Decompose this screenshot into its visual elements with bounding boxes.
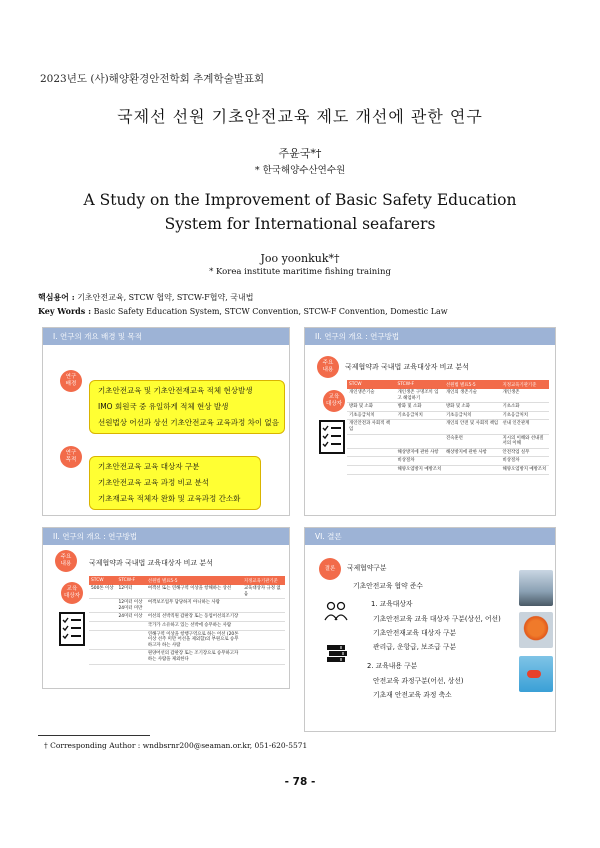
keywords-english-label: Key Words : [38,306,92,316]
table-cell: 진숙훈련 [444,434,501,448]
affiliation-korean: * 한국해양수산연수원 [254,165,346,176]
table-cell: 12미터 [116,585,145,599]
table-cell [347,448,395,457]
conclusion-line: 1. 교육대상자 [371,600,413,608]
table-cell: 해상방지에 관한 사항 [444,448,501,457]
author-korean: 주윤국*† [278,147,322,160]
table-cell: 방화 및 소화 [395,403,443,412]
background-item: 기초안전교육 및 기초안전재교육 적체 현상발생 [98,386,253,395]
table-cell: 국가가 소유하고 있는 선박에 승무하는 사람 [146,621,242,630]
panel-background-purpose [42,327,290,516]
panel-header: II. 연구의 개요 : 연구방법 [305,328,555,345]
table-cell [444,465,501,474]
table-header-cell: STCW-F [116,576,145,585]
checklist-icon [59,612,85,646]
conclusion-line: 기초안전재교육 대상자 구분 [373,629,457,637]
education-target-circle: 교육 대상자 [323,390,345,412]
table-row [347,411,549,420]
table-cell: 지시의 이해와 선내질서의 이해 [500,434,549,448]
table-cell [242,613,285,622]
people-icon [323,600,349,622]
liferaft-photo [519,612,553,648]
background-item: IMO 회원국 중 유일하게 적체 현상 발생 [98,402,229,411]
table-cell [395,420,443,434]
table-row [347,403,549,412]
table-cell [89,621,116,630]
table-row [347,457,549,466]
table-cell: 개인안전과 사회적 책임 [347,420,395,434]
conclusion-line: 2. 교육내용 구분 [367,662,418,670]
table-cell: 비상절차 [395,457,443,466]
table-cell: 기초응급처치 [347,411,395,420]
panel-research-method-targets [42,527,290,689]
table-cell [444,457,501,466]
table-cell: 연해구역 이상을 항행구역으로 하는 어선 (20톤 이상 선주 미만 어선을 제외함)의 부원으로 승무하고자 하는 사람 [146,630,242,650]
table-cell: 기초응급처치 [500,411,549,420]
table-cell: 어선의 선박직원 갑판장 또는 동업어선의조기장 [146,613,242,622]
conference-header: 2023년도 (사)해양환경안전학회 추계학술발표회 [40,73,265,85]
table-cell [242,650,285,664]
corresponding-author-footnote: † Corresponding Author : wndbsrnr200@seaman.or.kr, 051-620-5571 [44,741,308,750]
table-cell: 24미터 이상 [116,613,145,622]
conclusion-circle: 결론 [319,558,341,580]
table-cell: 개인의 안전 및 사회적 책임 [444,420,501,434]
table-cell: 방화 및 소화 [347,403,395,412]
table-cell [242,599,285,613]
table-cell [89,613,116,622]
table-row [89,650,285,664]
paper-title-english: A Study on the Improvement of Basic Safety Education System for International seafarers [83,191,517,233]
table-header-cell: 지정교육기관기준 [242,576,285,585]
table-header-cell: 선원법 별표5-5 [146,576,242,585]
conclusion-line: 기초재 안전교육 과정 축소 [373,691,452,699]
table-row [347,434,549,448]
table-header-cell: STCW [347,380,395,389]
table-header-cell: STCW-F [395,380,443,389]
life-jacket-shape [527,670,541,678]
table-cell: 여객보조업무 담당하지 아니하는 사람 [146,599,242,613]
table-cell: 기초소화 [500,403,549,412]
table-cell: 기초응급처치 [444,411,501,420]
table-header-cell: 지정교육기관기준 [500,380,549,389]
keywords-korean-text: 기초안전교육, STCW 협약, STCW-F협약, 국내법 [77,293,254,302]
table-cell: 방화 및 소화 [444,403,501,412]
comparison-table-curriculum [347,380,549,475]
paper-title-korean: 국제선 선원 기초안전교육 제도 개선에 관한 연구 [117,107,483,126]
conclusion-line: 기초안전교육 협약 준수 [353,582,423,590]
footnote-divider [38,735,150,736]
table-cell: 기초응급처치 [395,411,443,420]
panel-header: I. 연구의 개요 배경 및 목적 [43,328,289,345]
table-cell: 해양오염방지 예방조치 [395,465,443,474]
table-row [347,465,549,474]
table-row [89,613,285,622]
conclusion-line: 기초안전교육 교육 대상자 구분(상선, 어선) [373,615,501,623]
research-purpose-circle: 연구 목적 [60,446,82,468]
table-row [347,448,549,457]
training-pool-photo [519,656,553,692]
table-row [347,420,549,434]
education-target-circle: 교육 대상자 [61,582,83,604]
table-cell [242,630,285,650]
table-row [89,630,285,650]
table-row [89,621,285,630]
purpose-item: 기초재교육 적체자 완화 및 교육과정 간소화 [98,494,241,503]
keywords-english [38,306,448,316]
research-background-box [89,380,285,434]
page-number: - 78 - [284,776,316,788]
table-cell: 개인생존 구명조끼 입고 헤엄하기 [395,389,443,403]
table-cell [116,630,145,650]
table-cell [89,630,116,650]
table-cell [89,599,116,613]
author-english: Joo yoonkuk*† [260,252,340,265]
table-cell [347,434,395,448]
keywords-english-text: Basic Safety Education System, STCW Convention, STCW-F Convention, Domestic Law [93,307,448,316]
conclusion-section-title: 국제협약구분 [347,564,387,572]
table-cell: 안전작업 실무 [500,448,549,457]
table-cell: 해양오염방지 예방조치 [500,465,549,474]
table-cell [89,650,116,664]
panel-header: II. 연구의 개요 : 연구방법 [43,528,289,545]
table-header-cell: 선원법 별표5-5 [444,380,501,389]
checklist-icon [319,420,345,454]
conclusion-line: 안전교육 과정구분(어선, 상선) [373,677,464,685]
table-cell [347,465,395,474]
panel-header: VI. 결론 [305,528,555,545]
table-cell: 개인생존기술 [347,389,395,403]
section-title: 국제협약과 국내법 교육대상자 비교 분석 [345,363,469,371]
table-cell: 해상방지에 관한 사항 [395,448,443,457]
table-row [89,585,285,599]
background-item: 선원법상 어선과 상선 기초안전교육 교육과정 차이 없음 [98,418,279,427]
research-background-circle: 연구 배경 [60,370,82,392]
conclusion-line: 관리급, 운항급, 보조급 구분 [373,643,457,651]
panel-conclusion [304,527,556,732]
table-cell [242,621,285,630]
table-cell: 비상절차 [500,457,549,466]
comparison-table-targets [89,576,285,665]
table-cell: 개인생존 [500,389,549,403]
main-content-circle: 주요 내용 [317,356,339,378]
keywords-korean [38,292,253,303]
table-cell: 500톤 이상 [89,585,116,599]
table-row [347,389,549,403]
books-icon [325,642,349,666]
panel-research-method-curriculum [304,327,556,516]
table-cell: 12미터 이상 24미터 미만 [116,599,145,613]
table-header-cell: STCW [89,576,116,585]
table-cell: 선내 인간관계 [500,420,549,434]
table-cell: 개인의 생존기술 [444,389,501,403]
affiliation-english: * Korea institute maritime fishing training [209,267,391,277]
table-cell: 여객선 또는 연해구역 이상을 항해하는 상선 [146,585,242,599]
table-cell: 원양어선의 갑판장 또는 조기장으로 승무하고자 하는 사람을 제외한다 [146,650,242,664]
table-cell [347,457,395,466]
table-cell [395,434,443,448]
table-cell [116,650,145,664]
purpose-item: 기초안전교육 교육 대상자 구분 [98,462,200,471]
keywords-korean-label: 핵심용어 : [38,292,75,302]
research-purpose-box [89,456,261,510]
purpose-item: 기초안전교육 교육 과정 비교 분석 [98,478,209,487]
table-cell: 교육대상자 규정 없음 [242,585,285,599]
table-row [89,599,285,613]
main-content-circle: 주요 내용 [55,550,77,572]
table-cell [116,621,145,630]
section-title: 국제협약과 국내법 교육대상자 비교 분석 [89,559,213,567]
ship-photo [519,570,553,606]
